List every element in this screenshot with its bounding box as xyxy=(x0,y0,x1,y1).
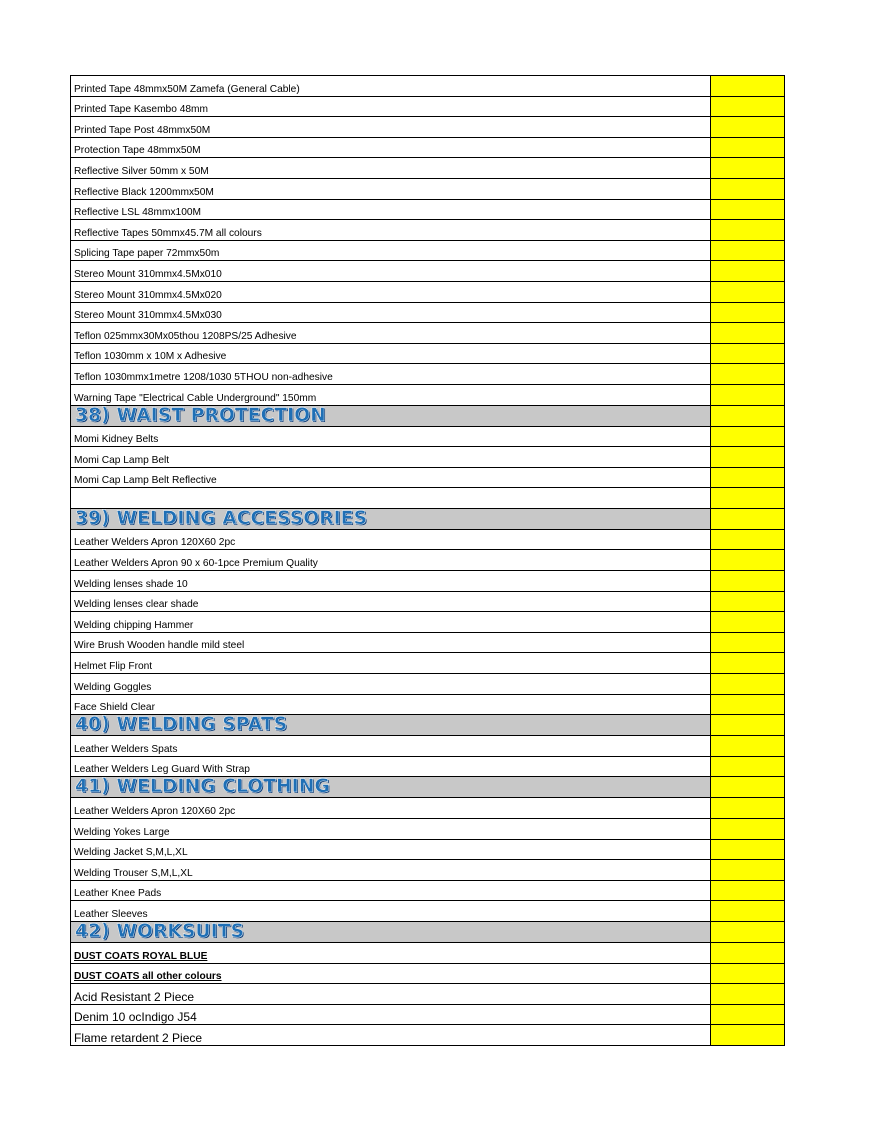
table-row xyxy=(71,426,785,447)
quantity-cell[interactable] xyxy=(711,364,785,385)
quantity-cell[interactable] xyxy=(711,178,785,199)
section-title: 42) WORKSUITS xyxy=(71,921,711,942)
quantity-cell[interactable] xyxy=(711,571,785,592)
item-description: Leather Welders Spats xyxy=(71,736,711,757)
item-description: Reflective Silver 50mm x 50M xyxy=(71,158,711,179)
item-description: Wire Brush Wooden handle mild steel xyxy=(71,632,711,653)
quantity-cell[interactable] xyxy=(711,405,785,426)
item-description: Printed Tape 48mmx50M Zamefa (General Cable) xyxy=(71,76,711,97)
table-row xyxy=(71,984,785,1005)
section-header-row xyxy=(71,777,785,798)
item-description: Momi Cap Lamp Belt Reflective xyxy=(71,467,711,488)
quantity-cell[interactable] xyxy=(711,921,785,942)
table-row xyxy=(71,467,785,488)
table-row xyxy=(71,447,785,468)
table-row xyxy=(71,76,785,97)
quantity-cell[interactable] xyxy=(711,343,785,364)
item-description: Stereo Mount 310mmx4.5Mx020 xyxy=(71,281,711,302)
section-title: 39) WELDING ACCESSORIES xyxy=(71,508,711,529)
table-row xyxy=(71,96,785,117)
item-description: Leather Welders Apron 120X60 2pc xyxy=(71,529,711,550)
quantity-cell[interactable] xyxy=(711,76,785,97)
quantity-cell[interactable] xyxy=(711,798,785,819)
quantity-cell[interactable] xyxy=(711,199,785,220)
item-description xyxy=(71,488,711,509)
item-description: Welding lenses shade 10 xyxy=(71,571,711,592)
quantity-cell[interactable] xyxy=(711,281,785,302)
table-row xyxy=(71,302,785,323)
item-description: Face Shield Clear xyxy=(71,694,711,715)
table-row xyxy=(71,632,785,653)
table-row xyxy=(71,117,785,138)
quantity-cell[interactable] xyxy=(711,591,785,612)
quantity-cell[interactable] xyxy=(711,426,785,447)
table-row xyxy=(71,364,785,385)
table-row xyxy=(71,839,785,860)
table-row xyxy=(71,756,785,777)
quantity-cell[interactable] xyxy=(711,653,785,674)
table-row xyxy=(71,1025,785,1046)
item-description: Teflon 1030mm x 10M x Adhesive xyxy=(71,343,711,364)
item-description: Printed Tape Post 48mmx50M xyxy=(71,117,711,138)
table-row xyxy=(71,674,785,695)
item-description: Splicing Tape paper 72mmx50m xyxy=(71,240,711,261)
quantity-cell[interactable] xyxy=(711,488,785,509)
section-title: 41) WELDING CLOTHING xyxy=(71,777,711,798)
item-description: Stereo Mount 310mmx4.5Mx010 xyxy=(71,261,711,282)
item-description: Leather Welders Leg Guard With Strap xyxy=(71,756,711,777)
table-row xyxy=(71,591,785,612)
table-row xyxy=(71,1004,785,1025)
item-description: Welding Jacket S,M,L,XL xyxy=(71,839,711,860)
table-row xyxy=(71,529,785,550)
quantity-cell[interactable] xyxy=(711,240,785,261)
quantity-cell[interactable] xyxy=(711,117,785,138)
quantity-cell[interactable] xyxy=(711,612,785,633)
quantity-cell[interactable] xyxy=(711,963,785,984)
quantity-cell[interactable] xyxy=(711,777,785,798)
quantity-cell[interactable] xyxy=(711,447,785,468)
item-description: Protection Tape 48mmx50M xyxy=(71,137,711,158)
table-row xyxy=(71,694,785,715)
quantity-cell[interactable] xyxy=(711,860,785,881)
quantity-cell[interactable] xyxy=(711,1025,785,1046)
quantity-cell[interactable] xyxy=(711,880,785,901)
table-row xyxy=(71,137,785,158)
quantity-cell[interactable] xyxy=(711,674,785,695)
table-row xyxy=(71,942,785,963)
item-description: Reflective Black 1200mmx50M xyxy=(71,178,711,199)
section-title: 38) WAIST PROTECTION xyxy=(71,405,711,426)
quantity-cell[interactable] xyxy=(711,715,785,736)
table-row xyxy=(71,963,785,984)
section-title: 40) WELDING SPATS xyxy=(71,715,711,736)
item-description: Denim 10 ocIndigo J54 xyxy=(71,1004,711,1025)
table-row xyxy=(71,798,785,819)
table-row xyxy=(71,178,785,199)
table-row xyxy=(71,571,785,592)
quantity-cell[interactable] xyxy=(711,632,785,653)
item-description: Leather Knee Pads xyxy=(71,880,711,901)
item-description: Acid Resistant 2 Piece xyxy=(71,984,711,1005)
item-description: Momi Cap Lamp Belt xyxy=(71,447,711,468)
table-row xyxy=(71,488,785,509)
table-row xyxy=(71,323,785,344)
item-description: Leather Welders Apron 120X60 2pc xyxy=(71,798,711,819)
item-description: Welding lenses clear shade xyxy=(71,591,711,612)
section-header-row xyxy=(71,405,785,426)
table-row xyxy=(71,281,785,302)
quantity-cell[interactable] xyxy=(711,96,785,117)
table-row xyxy=(71,736,785,757)
item-description: Teflon 1030mmx1metre 1208/1030 5THOU non-adhesive xyxy=(71,364,711,385)
quantity-cell[interactable] xyxy=(711,736,785,757)
table-row xyxy=(71,550,785,571)
quantity-cell[interactable] xyxy=(711,1004,785,1025)
item-description: Teflon 025mmx30Mx05thou 1208PS/25 Adhesive xyxy=(71,323,711,344)
item-description: Warning Tape "Electrical Cable Underground" 150mm xyxy=(71,384,711,405)
table-row xyxy=(71,343,785,364)
quantity-cell[interactable] xyxy=(711,984,785,1005)
table-row xyxy=(71,199,785,220)
item-description: Printed Tape Kasembo 48mm xyxy=(71,96,711,117)
item-description: Reflective LSL 48mmx100M xyxy=(71,199,711,220)
item-description: Leather Sleeves xyxy=(71,901,711,922)
section-header-row xyxy=(71,715,785,736)
table-row xyxy=(71,261,785,282)
table-row xyxy=(71,384,785,405)
quantity-cell[interactable] xyxy=(711,302,785,323)
price-list-body xyxy=(71,76,785,1046)
table-row xyxy=(71,653,785,674)
item-description: Welding Goggles xyxy=(71,674,711,695)
item-description: DUST COATS ROYAL BLUE xyxy=(71,942,711,963)
table-row xyxy=(71,819,785,840)
item-description: Reflective Tapes 50mmx45.7M all colours xyxy=(71,220,711,241)
quantity-cell[interactable] xyxy=(711,756,785,777)
quantity-cell[interactable] xyxy=(711,694,785,715)
item-description: Leather Welders Apron 90 x 60-1pce Premium Quality xyxy=(71,550,711,571)
quantity-cell[interactable] xyxy=(711,467,785,488)
item-description: Momi Kidney Belts xyxy=(71,426,711,447)
quantity-cell[interactable] xyxy=(711,839,785,860)
quantity-cell[interactable] xyxy=(711,942,785,963)
quantity-cell[interactable] xyxy=(711,323,785,344)
table-row xyxy=(71,860,785,881)
table-row xyxy=(71,612,785,633)
quantity-cell[interactable] xyxy=(711,137,785,158)
item-description: DUST COATS all other colours xyxy=(71,963,711,984)
quantity-cell[interactable] xyxy=(711,819,785,840)
quantity-cell[interactable] xyxy=(711,901,785,922)
quantity-cell[interactable] xyxy=(711,384,785,405)
item-description: Stereo Mount 310mmx4.5Mx030 xyxy=(71,302,711,323)
table-row xyxy=(71,220,785,241)
section-header-row xyxy=(71,921,785,942)
table-row xyxy=(71,901,785,922)
item-description: Helmet Flip Front xyxy=(71,653,711,674)
table-row xyxy=(71,880,785,901)
quantity-cell[interactable] xyxy=(711,508,785,529)
quantity-cell[interactable] xyxy=(711,220,785,241)
table-row xyxy=(71,240,785,261)
section-header-row xyxy=(71,508,785,529)
quantity-cell[interactable] xyxy=(711,261,785,282)
item-description: Welding Trouser S,M,L,XL xyxy=(71,860,711,881)
price-list-table xyxy=(70,75,785,1046)
quantity-cell[interactable] xyxy=(711,529,785,550)
quantity-cell[interactable] xyxy=(711,158,785,179)
item-description: Welding Yokes Large xyxy=(71,819,711,840)
quantity-cell[interactable] xyxy=(711,550,785,571)
table-row xyxy=(71,158,785,179)
item-description: Flame retardent 2 Piece xyxy=(71,1025,711,1046)
item-description: Welding chipping Hammer xyxy=(71,612,711,633)
